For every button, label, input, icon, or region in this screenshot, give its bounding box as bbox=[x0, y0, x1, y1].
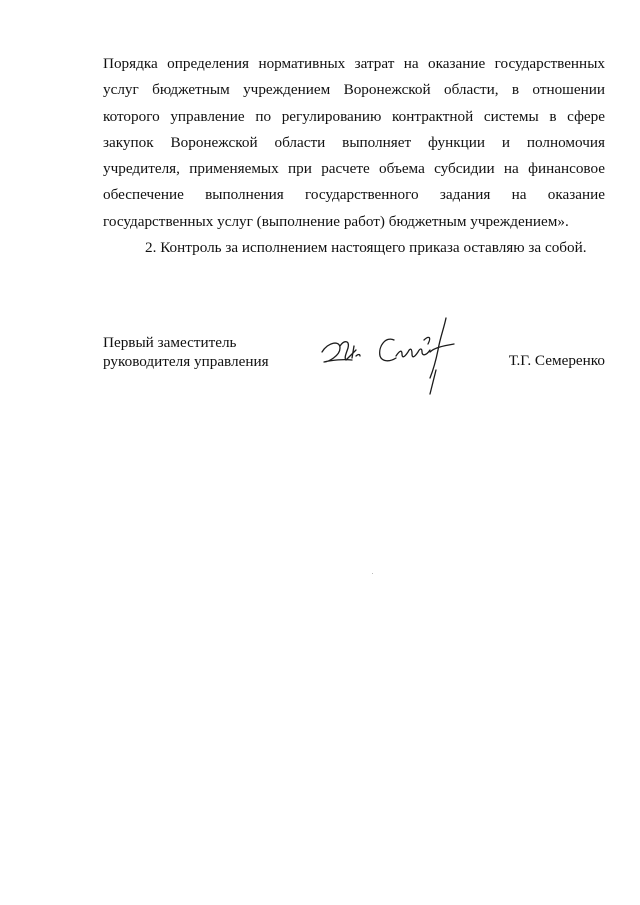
handwritten-signature bbox=[318, 316, 463, 398]
document-body bbox=[103, 51, 605, 261]
signer-name: Т.Г. Семеренко bbox=[508, 352, 605, 369]
paragraph-line: государственных услуг (выполнение работ) бюджетным учреждением». bbox=[103, 212, 569, 230]
signer-title-line-1: Первый заместитель bbox=[103, 334, 237, 351]
paragraph-line: обеспечение выполнения государственного задания на оказание bbox=[103, 186, 605, 204]
signer-title-line-2: руководителя управления bbox=[103, 352, 269, 370]
paragraph-line: которого управление по регулированию контрактной системы в сфере bbox=[103, 107, 605, 125]
paragraph-line: услуг бюджетным учреждением Воронежской области, в отношении bbox=[103, 81, 605, 99]
signature-block bbox=[103, 334, 605, 394]
paragraph-line: учредителя, применяемых при расчете объема субсидии на финансовое bbox=[103, 160, 605, 178]
paragraph-line: Порядка определения нормативных затрат на оказание государственных bbox=[103, 55, 605, 72]
item-2-paragraph: 2. Контроль за исполнением настоящего приказа оставляю за собой. bbox=[145, 239, 587, 257]
scan-speck bbox=[372, 573, 373, 574]
signer-title bbox=[103, 334, 269, 371]
paragraph-line: закупок Воронежской области выполняет функции и полномочия bbox=[103, 133, 605, 151]
